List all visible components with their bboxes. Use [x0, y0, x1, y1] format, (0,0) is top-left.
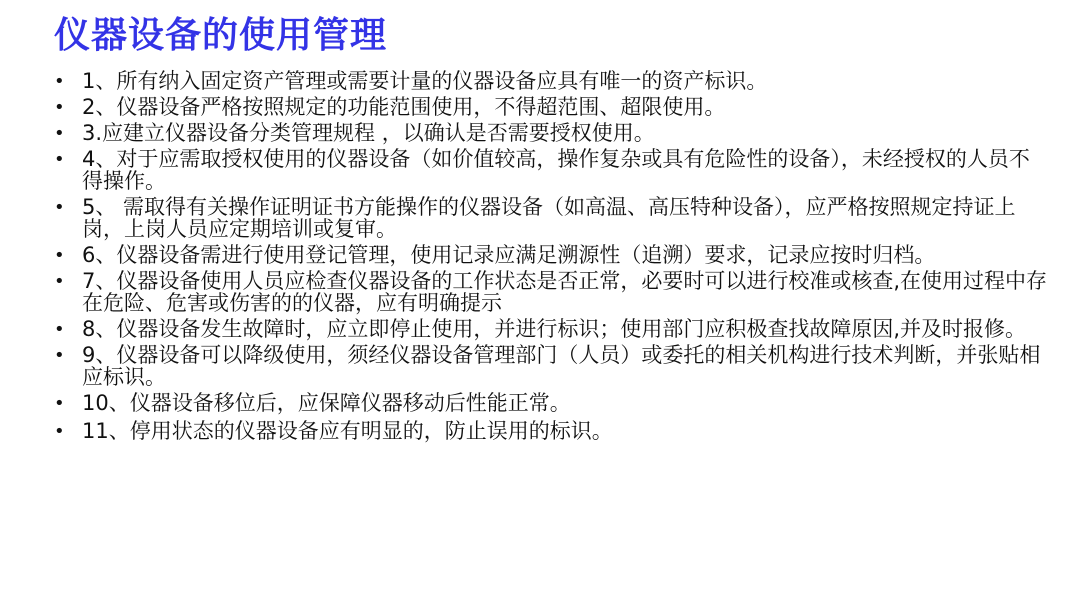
slide-title: 仪器设备的使用管理 — [54, 15, 388, 56]
bullet-dot-icon: • — [54, 149, 65, 170]
list-item — [50, 148, 1050, 192]
list-item — [50, 122, 1050, 144]
bullet-dot-icon: • — [54, 421, 65, 442]
list-item-text: 3.应建立仪器设备分类管理规程 ，以确认是否需要授权使用。 — [82, 121, 655, 145]
bullet-dot-icon: • — [54, 71, 65, 92]
bullet-dot-icon: • — [54, 319, 65, 340]
list-item-text: 5、 需取得有关操作证明证书方能操作的仪器设备（如高温、高压特种设备），应严格按照规定持证上岗，上岗人员应定期培训或复审。 — [82, 195, 1016, 241]
list-item-text: 10、仪器设备移位后，应保障仪器移动后性能正常。 — [82, 391, 571, 415]
list-item — [50, 196, 1050, 240]
list-item — [50, 344, 1050, 388]
list-item-text: 2、仪器设备严格按照规定的功能范围使用，不得超范围、超限使用。 — [82, 95, 726, 119]
list-item-text: 8、仪器设备发生故障时，应立即停止使用，并进行标识；使用部门应积极查找故障原因,并及时报修。 — [82, 317, 1027, 341]
list-item — [50, 270, 1050, 314]
list-item — [50, 96, 1050, 118]
list-item — [50, 318, 1050, 340]
list-item — [50, 392, 1050, 414]
list-item — [50, 420, 1050, 442]
list-item-text: 7、仪器设备使用人员应检查仪器设备的工作状态是否正常，必要时可以进行校准或核查,在使用过程中存在危险、危害或伤害的的仪器，应有明确提示 — [82, 269, 1048, 315]
bullet-dot-icon: • — [54, 97, 65, 118]
bullet-list — [50, 70, 1050, 446]
list-item-text: 1、所有纳入固定资产管理或需要计量的仪器设备应具有唯一的资产标识。 — [82, 69, 768, 93]
bullet-dot-icon: • — [54, 197, 65, 218]
list-item-text: 6、仪器设备需进行使用登记管理，使用记录应满足溯源性（追溯）要求，记录应按时归档。 — [82, 243, 936, 267]
list-item-text: 9、仪器设备可以降级使用，须经仪器设备管理部门（人员）或委托的相关机构进行技术判断，并张贴相应标识。 — [82, 343, 1041, 389]
bullet-dot-icon: • — [54, 245, 65, 266]
list-item-text: 11、停用状态的仪器设备应有明显的，防止误用的标识。 — [82, 419, 613, 443]
list-item — [50, 244, 1050, 266]
bullet-dot-icon: • — [54, 345, 65, 366]
bullet-dot-icon: • — [54, 123, 65, 144]
list-item — [50, 70, 1050, 92]
list-item-text: 4、对于应需取授权使用的仪器设备（如价值较高，操作复杂或具有危险性的设备），未经授权的人员不得操作。 — [82, 147, 1030, 193]
bullet-dot-icon: • — [54, 393, 65, 414]
bullet-dot-icon: • — [54, 271, 65, 292]
